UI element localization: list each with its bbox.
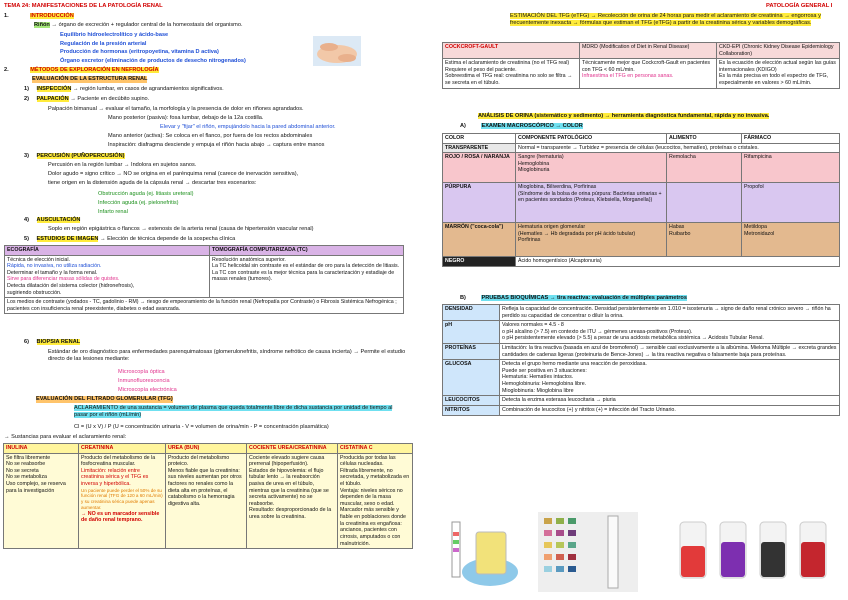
mdrd-header: MDRD (Modification of Diet in Renal Disease) xyxy=(580,43,717,59)
percussion-scenarios: Obstrucción aguda (ej. litiasis ureteral) Infección aguda (ej. pielonefritis) Infarto renal xyxy=(98,191,194,215)
urea-cell: Producto del metabolismo proteico. Menos fiable que la creatinina: sus niveles aumentan por otros factores no renales como la dieta alta en proteínas, el catabolismo o la hemorragia digestiva alta. xyxy=(166,453,247,549)
food-header: ALIMENTO xyxy=(667,134,742,144)
substances-intro: → Sustancias para evaluar el aclaramiento renal: xyxy=(4,434,127,440)
murmur-line: Soplo en región epigástrica o flancos → estenosis de la arteria renal (causa de hipertensión vascular renal) xyxy=(48,226,314,232)
perc-line-2: Dolor agudo = signo crítico → NO se origina en el parénquima renal (carece de inervación sensitiva), xyxy=(48,171,299,177)
page-title: TEMA 24: MANIFESTACIONES DE LA PATOLOGÍA RENAL xyxy=(4,3,163,9)
palp-line-4: Mano anterior (activa): Se coloca en el flanco, por fuera de los rectos abdominales xyxy=(108,133,313,139)
kidney-palpation-image xyxy=(313,36,361,66)
palp-line-1: Palpación bimanual → evaluar el tamaño, la morfología y la presencia de dolor en riñones agrandados. xyxy=(48,106,304,112)
echo-header: ECOGRAFÍA xyxy=(5,246,210,256)
subject-title: PATOLOGÍA GENERAL I xyxy=(766,3,833,9)
table-row: NITRITOS Combinación de leucocitos (+) y nitritos (+) = infección del Tracto Urinario. xyxy=(443,405,840,415)
ckdepi-header: CKD-EPI (Chronic Kidney Disease Epidemiology Collaboration) xyxy=(717,43,840,59)
creatinine-header: CREATININA xyxy=(79,444,166,454)
section-intro: 1. INTRODUCCIÓN xyxy=(4,13,74,19)
palp-line-2: Mano posterior (pasiva): fosa lumbar, debajo de la 12a costilla. xyxy=(108,115,264,121)
table-row: pH Valores normales = 4.5 - 8 o pH alcalino (> 7.5) en contexto de ITU → gérmenes ureasa-positivos (Proteus). o pH persistentemente elevado (> 5.5) a pesar de una acidosis metabólica sistémica → Acidosis Tubular Renal. xyxy=(443,321,840,344)
pathologic-header: COMPONENTE PATOLÓGICO xyxy=(516,134,667,144)
table-row: MARRÓN ("coca-cola") Hematuria origen glomerular (Hematíes → Hb degradada por pH ácido tubular) Porfirinas Habas Ruibarbo Metildopa Metronidazol xyxy=(443,223,840,257)
ct-header: TOMOGRAFÍA COMPUTARIZADA (TC) xyxy=(210,246,404,256)
cystatin-header: CISTATINA C xyxy=(338,444,413,454)
microscopy-list: Microscopía óptica Inmunofluorescencia Microscopía electrónica xyxy=(118,369,177,393)
table-row: PÚRPURA Mioglobina, Biliverdina, Porfirinas (Síndrome de la bolsa de orina púrpura: Bacterias urinarias + en pacientes sondados (Proteus, Klebsiella, Morganella)) Propofol xyxy=(443,183,840,223)
ratio-header: COCIENTE UREA/CREATININA xyxy=(247,444,338,454)
palpation: 2) PALPACIÓN → Paciente en decúbito supino. xyxy=(24,96,150,102)
table-row: TRANSPARENTE Normal = transparente → Turbidez = presencia de células (leucocitos, hematíes), proteínas o cristales. xyxy=(443,143,840,153)
contrast-note: Los medios de contraste (yodados - TC, gadolinio - RM) → riesgo de empeoramiento de la función renal (Nefropatía por Contraste) o Fibrosis Sistémica Nefrogénica ; pacientes con insuficiencia renal preexistente, diabetes o edad avanzada. xyxy=(5,298,404,314)
table-row: ROJO / ROSA / NARANJA Sangre (hematuria) Hemoglobina Mioglobinuria Remolacha Rifampicina xyxy=(443,153,840,183)
mdrd-cell: Técnicamente mejor que Cockcroft-Gault en pacientes con TFG < 60 mL/min. Infraestima el TFG en personas sanas. xyxy=(580,59,717,88)
biopsy: 6) BIOPSIA RENAL xyxy=(24,339,81,345)
structure-eval-title: EVALUACIÓN DE LA ESTRUCTURA RENAL xyxy=(32,76,148,82)
biochem-table xyxy=(442,304,840,416)
table-row: GLUCOSA Detecta el grupo hemo mediante una reacción de peroxidasa. Puede ser positiva en 3 situaciones: Hematuria: Hematíes intactos. Hemoglobinuria: Hemoglobina libre. Mioglobinuria: Mioglobina libre xyxy=(443,360,840,396)
urine-tubes-image xyxy=(672,512,840,592)
formulas-table xyxy=(442,42,840,89)
dipstick-chart-image xyxy=(538,512,638,592)
palp-line-5: Inspiración: diafragma desciende y empuja el riñón hacia abajo → captura entre manos xyxy=(108,142,325,148)
urine-color-table xyxy=(442,133,840,267)
biopsy-text: Estándar de oro diagnóstico para enfermedades parenquimatosas (glomerulonefritis, síndrome nefrótico de causa incierta) → Permite el estudio directo de las lesiones mediante: xyxy=(48,349,406,362)
imaging: 5) ESTUDIOS DE IMAGEN → Elección de técnica depende de la sospecha clínica xyxy=(24,236,236,242)
auscultation: 4) AUSCULTACIÓN xyxy=(24,217,81,223)
gfr-eval-title: EVALUACIÓN DEL FILTRADO GLOMERULAR (TFG) xyxy=(36,396,173,402)
perc-line-1: Percusión en la región lumbar → Indolora en sujetos sanos. xyxy=(48,162,197,168)
inulin-header: INULINA xyxy=(4,444,79,454)
echo-cell: Técnica de elección inicial. Rápida, no invasiva, no utiliza radiación. Determinar el tamaño y la forma renal. Sirve para diferenciar masas sólidas de quistes. Detecta dilatación del sistema colector (hidronefrosis), sugiriendo obstrucción. xyxy=(5,255,210,298)
urea-header: UREA (BUN) xyxy=(166,444,247,454)
creatinine-cell: Producto del metabolismo de la fosfocreatina muscular. Limitación: relación entre creatinina sérica y el TFG es inversa y hiperbólica. Un paciente puede perder el 50% de su función renal (TFG de 120 a 60 mL/min) y su creatinina sérica puede apenas aumentar. → NO es un marcador sensible de daño renal temprano. xyxy=(79,453,166,549)
macro-exam: A) EXAMEN MACROSCÓPICO → COLOR xyxy=(460,123,583,129)
ratio-cell: Cociente elevado sugiere causa prerrenal (hipoperfusión). Estados de hipovolemia: el flujo tubular lento → la reabsorción pasiva de urea en el túbulo, mientras que la creatinina (que se secreta activamente) no se reabsorbe. Resultado: desproporcionado de la urea sobre la creatinina. xyxy=(247,453,338,549)
cystatin-cell: Producida por todas las células nucleadas. Filtrada libremente, no secretada, y metabolizada en el túbulo. Ventaja: niveles séricos no dependen de la masa muscular, sexo o edad. Marcador más sensible y fiable en poblaciones donde la creatinina es engañosa: ancianos, pacientes con cirrosis, amputados o con malnutrición. xyxy=(338,453,413,549)
drug-header: FÁRMACO xyxy=(742,134,840,144)
egfr-estimation: ESTIMACIÓN DEL TFG (eTFG) → Recolección de orina de 24 horas para medir el aclaramiento de creatinina → engorrosa y frecuentemente inexacta → fórmulas que estiman el TFG (eTFG) a partir de la creatinina sérica y variables demográficas. xyxy=(510,13,821,26)
table-row: NEGRO Ácido homogentísico (Alcaptonuria) xyxy=(443,257,840,267)
biochem-title: B) PRUEBAS BIOQUÍMICAS → tira reactiva: evaluación de múltiples parámetros xyxy=(460,295,687,301)
ct-cell: Resolución anatómica superior. La TC helicoidal sin contraste es el estándar de oro para la detección de litiasis. La TC con contraste es la mejor técnica para la caracterización y estadiaje de masas renales (tumores). xyxy=(210,255,404,298)
table-row: DENSIDAD Refleja la capacidad de concentración. Densidad persistentemente en 1.010 = isostenuria → signo de daño renal crónico severo → riñón ha perdido su capacidad de concentrar o diluir la orina. xyxy=(443,305,840,321)
clearance-formula: Cl = (U x V) / P (U = concentración urinaria - V = volumen de orina/min - P = concentración plasmática) xyxy=(74,424,329,430)
cockcroft-header: COCKCROFT-GAULT xyxy=(443,43,580,59)
inspection: 1) INSPECCIÓN → región lumbar, en casos de agrandamientos significativos. xyxy=(24,86,224,92)
color-header: COLOR xyxy=(443,134,516,144)
urinalysis-title: ANÁLISIS DE ORINA (sistemático y sedimento) → herramienta diagnóstica fundamental, rápida y no invasiva. xyxy=(478,113,770,119)
clearance-definition: ACLARAMIENTO de una sustancia = volumen de plasma que queda totalmente libre de dicha sustancia por unidad de tiempo al pasar por el riñón (mL/min) xyxy=(74,405,393,418)
kidney-functions: Equilibrio hidroelectrolítico y ácido-base Regulación de la presión arterial Producción de hormonas (eritropoyetina, vitamina D activa) Órgano excretor (eliminación de productos de desecho nitrogenados) xyxy=(60,32,246,64)
cockcroft-cell: Estima el aclaramiento de creatinina (no el TFG real) Requiere el peso del paciente. Sobreestima el TFG real: creatinina no solo se filtra → se secreta en el túbulo. xyxy=(443,59,580,88)
urine-cup-image xyxy=(440,512,530,594)
imaging-table xyxy=(4,245,404,314)
table-row: LEUCOCITOS Detecta la enzima esterasa leucocitaria → piuria xyxy=(443,396,840,406)
table-row: PROTEÍNAS Limitación: la tira reactiva (basada en azul de bromofenol) → sensible casi exclusivamente a la albúmina. Mieloma Múltiple → excreta grandes cantidades de cadenas ligeras (proteinuria de Bence-Jones) → la tira reactiva negativa o falsamente baja para proteínas. xyxy=(443,344,840,360)
kidney-definition: Riñón → órgano de excreción + regulador central de la homeostasis del organismo. xyxy=(34,22,243,28)
percussion: 3) PERCUSIÓN (PUÑOPERCUSIÓN) xyxy=(24,153,125,159)
ckdepi-cell: Es la ecuación de elección actual según las guías internacionales (KDIGO) Es la más precisa en todo el espectro de TFG, especialmente en valores > 60 mL/min. xyxy=(717,59,840,88)
inulin-cell: Se filtra libremente No se reabsorbe No se secreta No se metaboliza Uso complejo, se reserva para la investigación xyxy=(4,453,79,549)
palp-line-3: Elevar y "fijar" el riñón, empujándolo hacia la pared abdominal anterior. xyxy=(160,124,336,130)
section-methods: 2. MÉTODOS DE EXPLORACIÓN EN NEFROLOGÍA xyxy=(4,67,159,73)
substances-table xyxy=(3,443,413,549)
perc-line-3: tiene origen en la distensión aguda de la cápsula renal → descartar tres escenarios: xyxy=(48,180,257,186)
